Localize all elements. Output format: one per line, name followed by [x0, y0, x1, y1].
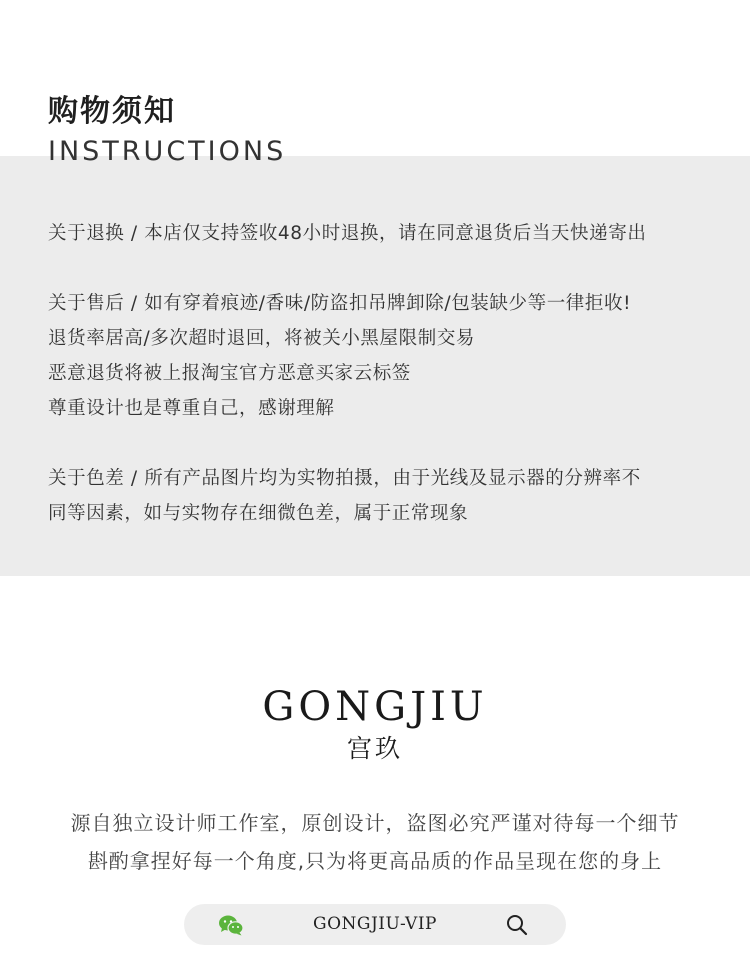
heading-title-cn: 购物须知	[48, 94, 176, 129]
instruction-color-difference	[48, 461, 718, 531]
section-heading	[48, 92, 286, 170]
instruction-line: 尊重设计也是尊重自己，感谢理解	[48, 398, 335, 419]
instruction-line: 同等因素，如与实物存在细微色差，属于正常现象	[48, 503, 469, 524]
instruction-after-sales	[48, 286, 718, 426]
instruction-returns	[48, 216, 718, 251]
instruction-line: 关于退换 / 本店仅支持签收48小时退换，请在同意退货后当天快递寄出	[48, 223, 647, 244]
brand-name-en: GONGJIU	[262, 684, 488, 730]
instruction-line: 关于售后 / 如有穿着痕迹/香味/防盗扣吊牌卸除/包装缺少等一律拒收!	[48, 293, 632, 314]
instruction-line: 恶意退货将被上报淘宝官方恶意买家云标签	[48, 363, 411, 384]
brand-slogan	[0, 804, 750, 880]
search-bar[interactable]	[184, 904, 566, 945]
brand-logo	[0, 682, 750, 766]
instructions-list	[48, 216, 718, 531]
slogan-line: 斟酌拿捏好每一个角度,只为将更高品质的作品呈现在您的身上	[87, 849, 663, 873]
brand-name-cn: 宫玖	[346, 734, 403, 763]
slogan-line: 源自独立设计师工作室，原创设计，盗图必究严谨对待每一个细节	[70, 811, 680, 835]
search-icon[interactable]	[506, 914, 528, 936]
instruction-line: 关于色差 / 所有产品图片均为实物拍摄，由于光线及显示器的分辨率不	[48, 468, 641, 489]
heading-title-en: INSTRUCTIONS	[48, 136, 287, 167]
search-text[interactable]: GONGJIU-VIP	[313, 914, 437, 934]
instruction-line: 退货率居高/多次超时退回，将被关小黑屋限制交易	[48, 328, 476, 349]
